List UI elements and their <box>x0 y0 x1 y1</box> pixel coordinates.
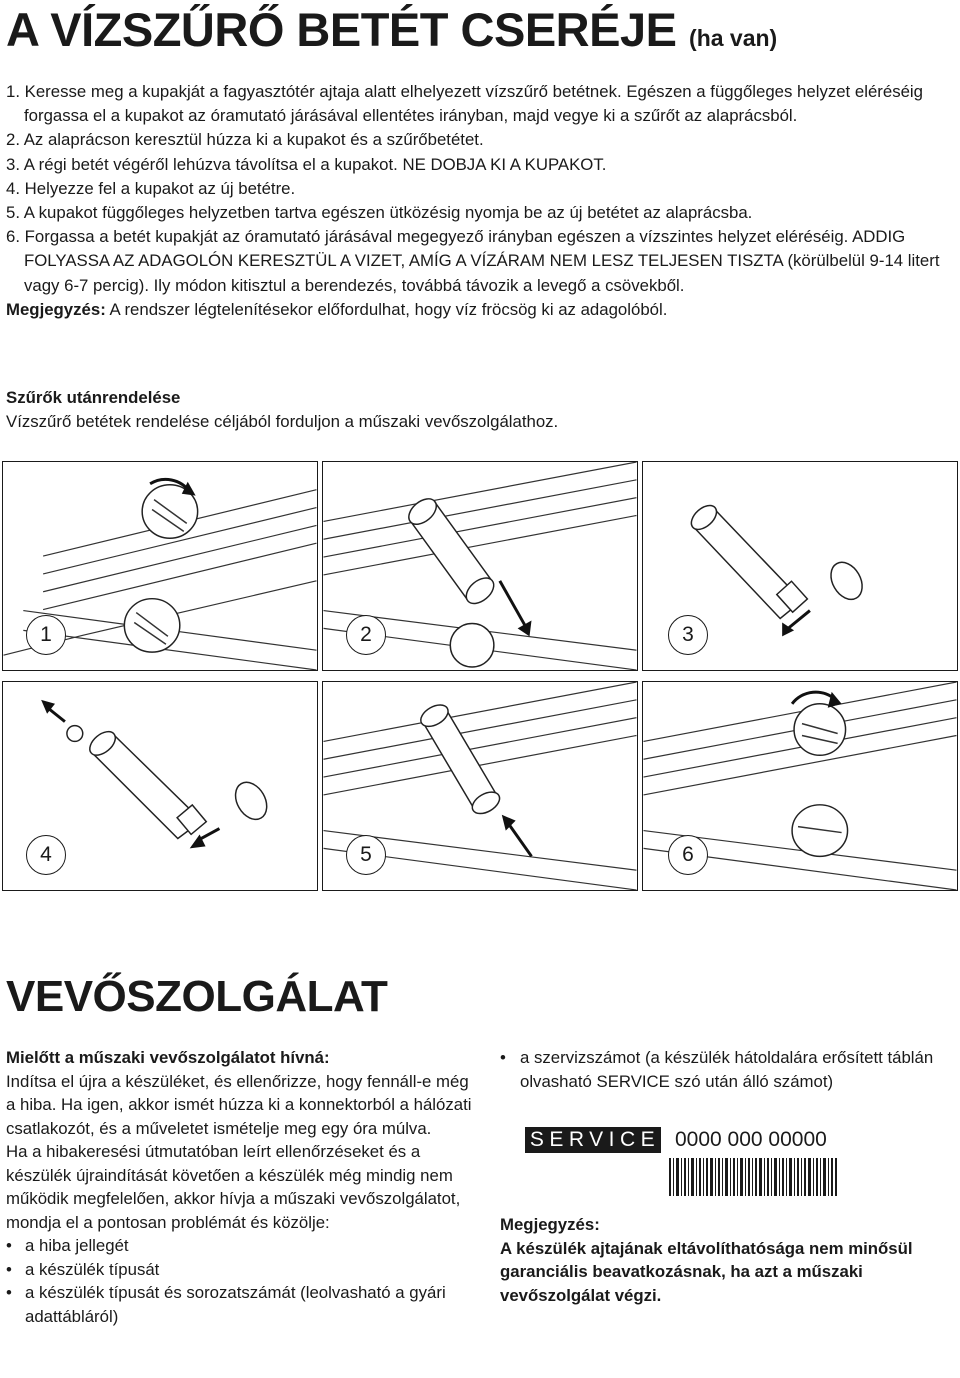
note-text: A rendszer légtelenítésekor előfordulhat, hogy víz fröcsög ki az adagolóból. <box>105 299 668 319</box>
step-number-2: 2 <box>346 615 386 655</box>
page-title-main: A VÍZSZŰRŐ BETÉT CSERÉJE <box>6 3 677 56</box>
filter-order-text: Vízszűrő betétek rendelése céljából forduljon a műszaki vevőszolgálathoz. <box>6 412 559 431</box>
step-3: 3. A régi betét végéről lehúzva távolítsa el a kupakot. NE DOBJA KI A KUPAKOT. <box>6 154 607 174</box>
service-note <box>500 1213 940 1307</box>
filter-order-heading: Szűrők utánrendelése <box>6 388 181 407</box>
filter-order-section <box>6 386 558 434</box>
service-paragraph-1: Indítsa el újra a készüléket, és ellenőrizze, hogy fennáll-e még a hiba. Ha igen, akkor ismét húzza ki a konnektorból a hálózati csatlakozót, és a műveletet ismételje meg egy óra múlva. <box>6 1071 472 1138</box>
step-2: 2. Az alaprácson keresztül húzza ki a kupakot és a szűrőbetétet. <box>6 130 484 150</box>
list-item: • a szervizszámot (a készülék hátoldalára erősített táblán olvasható SERVICE szó után álló számot) <box>500 1046 940 1093</box>
service-number: 0000 000 00000 <box>675 1128 827 1151</box>
step-1: 1. Keresse meg a kupakját a fagyasztótér ajtaja alatt elhelyezett vízszűrő betétnek. Egészen a függőleges helyzet eléréséig forgassa el a kupakot az óramutató járásával ellentétes irányban, majd vegye ki a szűrőt az alaprácsból. <box>6 82 923 126</box>
service-label: SERVICE <box>525 1127 661 1153</box>
list-item: • a készülék típusát <box>6 1258 476 1282</box>
list-item: • a készülék típusát és sorozatszámát (leolvasható a gyári adattábláról) <box>6 1281 476 1328</box>
instruction-steps <box>6 80 951 322</box>
page-title <box>6 2 777 57</box>
service-number-list <box>500 1046 940 1093</box>
before-call-heading: Mielőtt a műszaki vevőszolgálatot hívná: <box>6 1048 330 1067</box>
step-number-4: 4 <box>26 835 66 875</box>
note <box>6 298 951 322</box>
step-number-1: 1 <box>26 615 66 655</box>
service-left-column <box>6 1046 476 1328</box>
step-number-3: 3 <box>668 615 708 655</box>
list-item: • a hiba jellegét <box>6 1234 476 1258</box>
note-label: Megjegyzés: <box>6 299 106 319</box>
page-title-suffix: (ha van) <box>689 25 778 51</box>
step-number-5: 5 <box>346 835 386 875</box>
service-note-text: A készülék ajtajának eltávolíthatósága nem minősül garanciális beavatkozásnak, ha azt a műszaki vevőszolgálat végzi. <box>500 1238 913 1305</box>
step-6: 6. Forgassa a betét kupakját az óramutató járásával megegyező irányban egészen a vízszintes helyzet eléréséig. ADDIG FOLYASSA AZ ADAGOLÓN KERESZTÜL A VIZET, AMÍG A VÍZÁRAM NEM LESZ TELJESEN TISZTA (körülbelül 9-14 litert vagy 6-7 percig). Ily módon kitisztul a berendezés, továbbá távozik a levegő a csövekből. <box>6 227 940 295</box>
service-heading: VEVŐSZOLGÁLAT <box>6 972 388 1021</box>
service-info-list <box>6 1234 476 1328</box>
step-4: 4. Helyezze fel a kupakot az új betétre. <box>6 178 296 198</box>
service-paragraph-2: Ha a hibakeresési útmutatóban leírt ellenőrzéseket és a készülék újraindítását követően a készülék még mindig nem működik megfelelően, akkor hívja a műszaki vevőszolgálatot, mondja el a pontosan problémát és közölje: <box>6 1142 461 1232</box>
service-right-column <box>500 1046 940 1093</box>
step-number-6: 6 <box>668 835 708 875</box>
service-note-label: Megjegyzés: <box>500 1215 600 1234</box>
barcode-icon <box>669 1158 839 1196</box>
step-5: 5. A kupakot függőleges helyzetben tartva egészen ütközésig nyomja be az új betétet az alaprácsba. <box>6 203 753 223</box>
